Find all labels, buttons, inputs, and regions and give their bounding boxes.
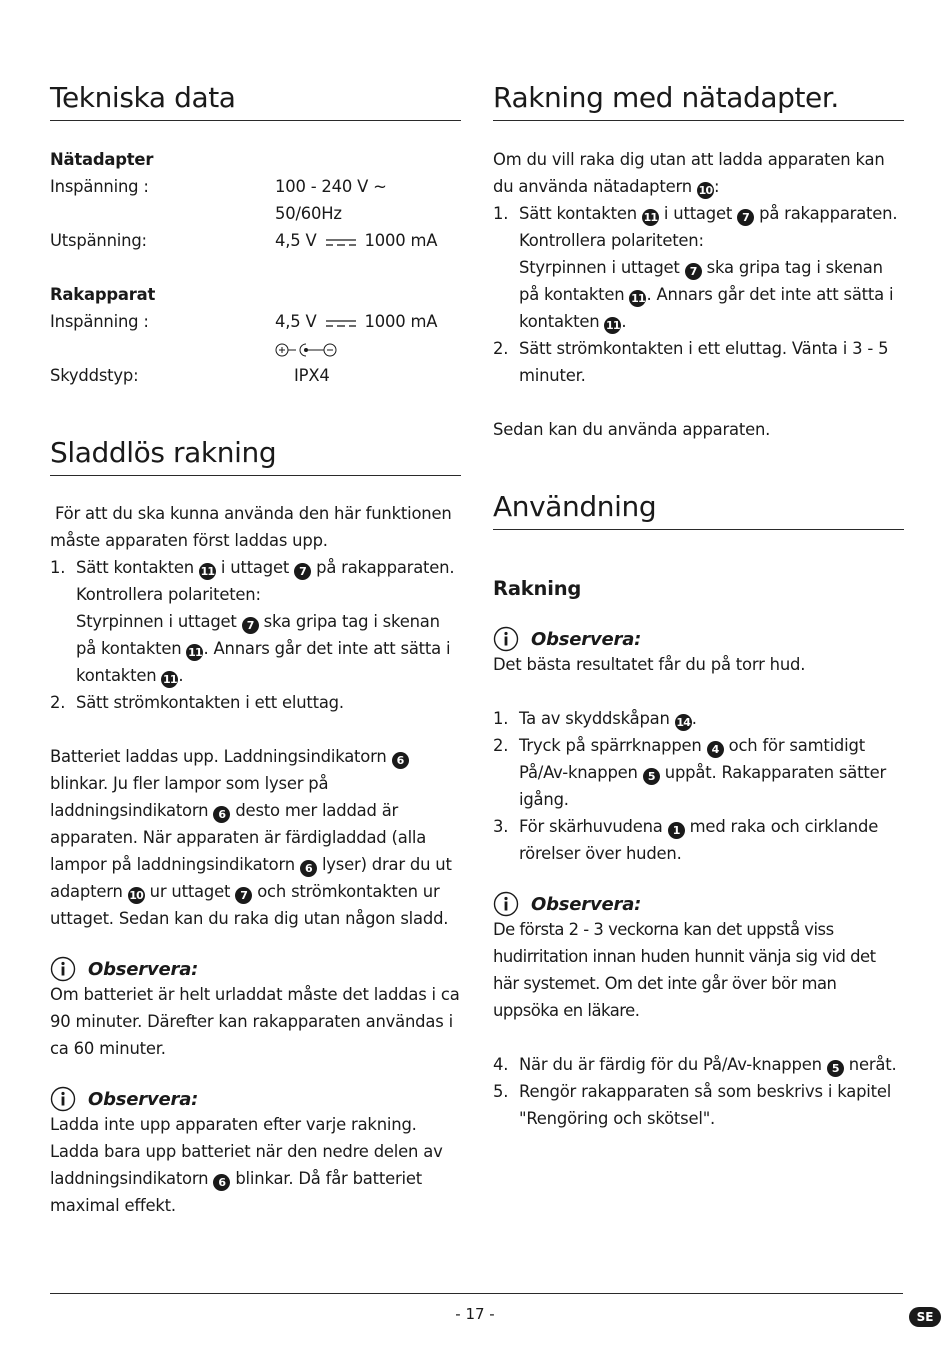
list-item: 1. Sätt kontakten 11 i uttaget 7 på rakapparaten. Kontrollera polariteten: Styrpinnen i uttaget 7 ska gripa tag i skenan på kontakten 11 . Annars går det inte att sätta i kontakten 11 .: [493, 204, 898, 332]
list-item: 4. När du är färdig för du På/Av-knappen 5 neråt.: [493, 1055, 897, 1075]
shaver-input-voltage: 4,5 V: [275, 312, 317, 331]
ref-badge-10: 10: [698, 184, 713, 197]
dc-current-icon: [326, 318, 356, 328]
list-item: 1. Sätt kontakten 11 i uttaget 7 på rakapparaten. Kontrollera polariteten: Styrpinnen i uttaget 7 ska gripa tag i skenan på kontakten 11 . Annars går det inte att sätta i kontakten 11 .: [50, 558, 455, 686]
note-block: [493, 889, 904, 1024]
mains-steps: [493, 200, 904, 389]
adapter-input-label: Inspänning :: [50, 177, 149, 196]
note-title: Observera:: [88, 958, 199, 980]
footer-divider: [50, 1293, 903, 1294]
info-icon: [493, 891, 519, 917]
left-column: [50, 78, 461, 1219]
ref-badge-7: 7: [294, 563, 311, 580]
cordless-steps: [50, 554, 461, 716]
adapter-input-value-2: 50/60Hz: [275, 204, 342, 223]
list-item: 2. Sätt strömkontakten i ett eluttag.: [50, 693, 344, 712]
ref-badge-11: 11: [188, 646, 202, 659]
info-icon: [493, 626, 519, 652]
tech-data-title: Tekniska data: [50, 78, 461, 121]
list-item: 2. Tryck på spärrknappen 4 och för samtidigt På/Av-knappen 5 uppåt. Rakapparaten sätter igång.: [493, 736, 886, 809]
protection-label: Skyddstyp:: [50, 366, 139, 385]
shaver-input-row: [50, 308, 461, 362]
shaving-subtitle: Rakning: [493, 577, 582, 600]
shaver-input-label: Inspänning :: [50, 312, 149, 331]
usage-title: Användning: [493, 487, 904, 530]
page-number: - 17 -: [455, 1305, 495, 1323]
note-block: [50, 1084, 461, 1219]
adapter-input-value-1: 100 - 240 V ~: [275, 177, 387, 196]
ref-badge-6: 6: [213, 806, 230, 823]
protection-row: [50, 362, 461, 389]
mains-intro: Om du vill raka dig utan att ladda apparaten kan du använda nätadaptern 10 :: [493, 150, 885, 197]
language-badge: SE: [909, 1307, 941, 1327]
usage-steps-continued: [493, 1051, 904, 1132]
ref-badge-6: 6: [213, 1174, 230, 1191]
ref-badge-7: 7: [242, 617, 259, 634]
ref-badge-7: 7: [737, 209, 754, 226]
ref-badge-7: 7: [685, 263, 702, 280]
ref-badge-4: 4: [707, 741, 724, 758]
note-block: [50, 954, 461, 1062]
dc-current-icon: [326, 237, 356, 247]
protection-value: IPX4: [294, 366, 330, 385]
note-title: Observera:: [88, 1088, 199, 1110]
ref-badge-11: 11: [606, 319, 620, 332]
mains-outro: Sedan kan du använda apparaten.: [493, 420, 771, 439]
right-column: [493, 78, 904, 1132]
shaver-heading: Rakapparat: [50, 285, 156, 304]
ref-badge-11: 11: [163, 673, 177, 686]
ref-badge-14: 14: [676, 716, 691, 729]
adapter-output-voltage: 4,5 V: [275, 231, 317, 250]
note-title: Observera:: [531, 628, 642, 650]
adapter-heading: Nätadapter: [50, 150, 154, 169]
adapter-input-row: [50, 173, 461, 227]
note-text: Om batteriet är helt urladdat måste det laddas i ca 90 minuter. Därefter kan rakapparaten användas i ca 60 minuter.: [50, 985, 460, 1058]
ref-badge-5: 5: [643, 768, 660, 785]
ref-badge-6: 6: [392, 752, 409, 769]
polarity-icon: [275, 342, 337, 358]
cordless-title: Sladdlös rakning: [50, 433, 461, 476]
list-item: 3. För skärhuvudena 1 med raka och cirklande rörelser över huden.: [493, 817, 879, 863]
cordless-intro: För att du ska kunna använda den här funktionen måste apparaten först laddas upp.: [50, 504, 457, 550]
ref-badge-10: 10: [129, 889, 144, 902]
charging-paragraph: Batteriet laddas upp. Laddningsindikatorn 6 blinkar. Ju fler lampor som lyser på laddningsindikatorn 6 desto mer laddad är apparaten. När apparaten är färdigladdad (alla lampor på laddningsindikatorn 6 lyser) drar du ut adaptern 10 ur uttaget 7 och strömkontakten ur uttaget. Sedan kan du raka dig utan någon sladd.: [50, 747, 452, 928]
note-block: [493, 624, 904, 678]
note-title: Observera:: [531, 893, 642, 915]
adapter-output-row: [50, 227, 461, 254]
note-text: Det bästa resultatet får du på torr hud.: [493, 655, 806, 674]
ref-badge-5: 5: [827, 1060, 844, 1077]
ref-badge-7: 7: [235, 887, 252, 904]
list-item: 1. Ta av skyddskåpan 14 .: [493, 709, 697, 729]
note-text: De första 2 - 3 veckorna kan det uppstå viss hudirritation innan huden hunnit vänja sig vid det här systemet. Om det inte går över bör man uppsöka en läkare.: [493, 920, 876, 1020]
shaver-input-current: 1000 mA: [364, 312, 438, 331]
info-icon: [50, 1086, 76, 1112]
list-item: 2. Sätt strömkontakten i ett eluttag. Vänta i 3 - 5 minuter.: [493, 339, 889, 385]
adapter-output-current: 1000 mA: [364, 231, 438, 250]
ref-badge-1: 1: [668, 822, 685, 839]
ref-badge-11: 11: [200, 565, 215, 578]
ref-badge-6: 6: [300, 860, 317, 877]
ref-badge-11: 11: [631, 292, 645, 305]
mains-title: Rakning med nätadapter.: [493, 78, 904, 121]
ref-badge-11: 11: [643, 211, 658, 224]
list-item: 5. Rengör rakapparaten så som beskrivs i kapitel "Rengöring och skötsel".: [493, 1082, 892, 1128]
usage-steps: [493, 705, 904, 867]
note-text: Ladda inte upp apparaten efter varje rakning. Ladda bara upp batteriet när den nedre delen av laddningsindikatorn 6 blinkar. Då får batteriet maximal effekt.: [50, 1115, 443, 1215]
info-icon: [50, 956, 76, 982]
adapter-output-label: Utspänning:: [50, 231, 147, 250]
